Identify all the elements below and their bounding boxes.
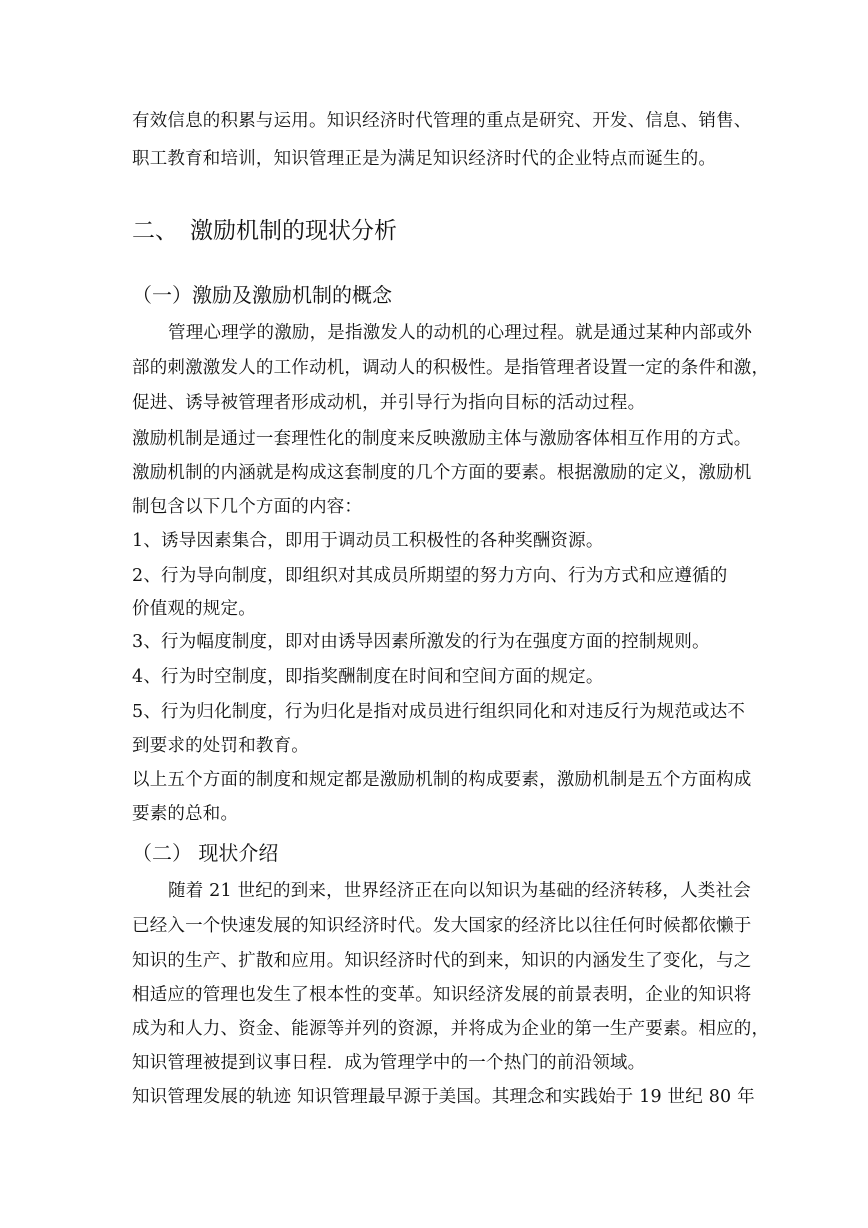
paragraph-line: 促进、诱导被管理者形成动机，并引导行为指向目标的活动过程。 <box>132 393 646 413</box>
paragraph-line: 以上五个方面的制度和规定都是激励机制的构成要素，激励机制是五个方面构成 <box>132 770 752 790</box>
list-item: 1、诱导因素集合，即用于调动员工积极性的各种奖酬资源。 <box>132 531 604 551</box>
paragraph-line: 已经入一个快速发展的知识经济时代。发大国家的经济比以往任何时候都依懒于 <box>132 916 752 936</box>
section-heading <box>132 216 397 246</box>
paragraph-line: 制包含以下几个方面的内容： <box>132 497 363 517</box>
paragraph-line: 职工教育和培训，知识管理正是为满足知识经济时代的企业特点而诞生的。 <box>132 149 717 169</box>
section-title: 激励机制的现状分析 <box>190 218 397 244</box>
section-number: 二、 <box>132 218 178 244</box>
paragraph-line: 知识管理被提到议事日程．成为管理学中的一个热门的前沿领域。 <box>132 1053 646 1073</box>
paragraph-line: 要素的总和。 <box>132 804 239 824</box>
paragraph-line: 随着 21 世纪的到来，世界经济正在向以知识为基础的经济转移，人类社会 <box>168 881 751 901</box>
paragraph-line: 激励机制的内涵就是构成这套制度的几个方面的要素。根据激励的定义，激励机 <box>132 463 752 483</box>
paragraph-line: 知识的生产、扩散和应用。知识经济时代的到来，知识的内涵发生了变化，与之 <box>132 951 752 971</box>
list-item: 2、行为导向制度，即组织对其成员所期望的努力方向、行为方式和应遵循的 <box>132 566 728 586</box>
list-item: 4、行为时空制度，即指奖酬制度在时间和空间方面的规定。 <box>132 667 604 687</box>
list-item: 5、行为归化制度，行为归化是指对成员进行组织同化和对违反行为规范或达不 <box>132 702 746 722</box>
paragraph-line: 激励机制是通过一套理性化的制度来反映激励主体与激励客体相互作用的方式。 <box>132 429 752 449</box>
list-item-continuation: 到要求的处罚和教育。 <box>132 736 309 756</box>
paragraph-line: 管理心理学的激励，是指激发人的动机的心理过程。就是通过某种内部或外 <box>168 323 753 343</box>
subsection-heading: （二） 现状介绍 <box>132 841 279 865</box>
list-item: 3、行为幅度制度，即对由诱导因素所激发的行为在强度方面的控制规则。 <box>132 632 710 652</box>
paragraph-line: 成为和人力、资金、能源等并列的资源，并将成为企业的第一生产要素。相应的， <box>132 1019 770 1039</box>
paragraph-line: 部的刺激激发人的工作动机，调动人的积极性。是指管理者设置一定的条件和激， <box>132 358 770 378</box>
paragraph-line: 知识管理发展的轨迹 知识管理最早源于美国。其理念和实践始于 19 世纪 80 年 <box>132 1087 755 1107</box>
subsection-heading: （一）激励及激励机制的概念 <box>132 283 392 307</box>
paragraph-line: 相适应的管理也发生了根本性的变革。知识经济发展的前景表明，企业的知识将 <box>132 985 752 1005</box>
paragraph-line: 有效信息的积累与运用。知识经济时代管理的重点是研究、开发、信息、销售、 <box>132 111 752 131</box>
list-item-continuation: 价值观的规定。 <box>132 599 256 619</box>
